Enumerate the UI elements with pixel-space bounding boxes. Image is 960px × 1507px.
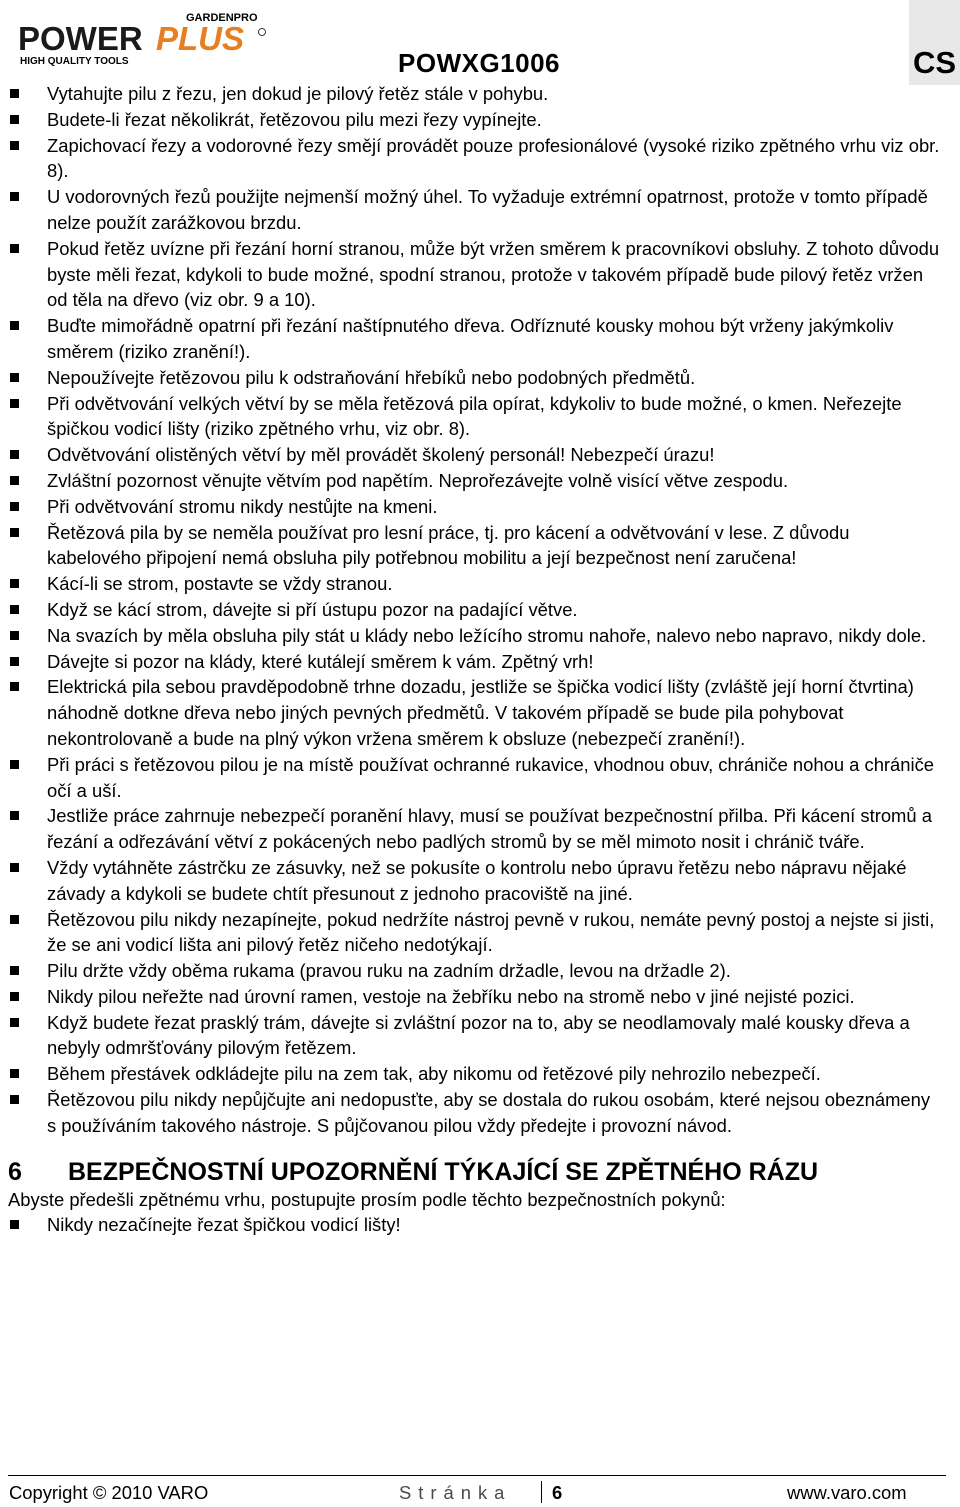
square-bullet-icon (10, 760, 19, 769)
list-item-text: Odvětvování olistěných větví by měl provádět školený personál! Nebezpečí úrazu! (47, 444, 715, 466)
list-item-text: Pokud řetěz uvízne při řezání horní stranou, může být vržen směrem k pracovníkovi obsluhy. Z tohoto důvodu byste měli řezat, kdykoli to bude možné, spodní stranou, protože v takovém případě bude pilový řetěz vržen od těla na dřevo (viz obr. 9 a 10). (47, 237, 940, 311)
list-item-text: Nepoužívejte řetězovou pilu k odstraňování hřebíků nebo podobných předmětů. (47, 366, 696, 388)
square-bullet-icon (10, 579, 19, 588)
footer-page-label: Stránka (399, 1482, 512, 1503)
footer-copyright: Copyright © 2010 VARO (9, 1482, 209, 1503)
list-item-text: Jestliže práce zahrnuje nebezpečí poranění hlavy, musí se používat bezpečnostní přilba. Při kácení stromů a řezání a odřezávání větví z pokácených nebo padlých stromů by se měl mimoto nosit i chránič tváře. (47, 805, 932, 853)
logo-tagline: HIGH QUALITY TOOLS (20, 56, 129, 67)
list-item (0, 907, 960, 959)
list-item (0, 597, 960, 623)
square-bullet-icon (10, 1069, 19, 1078)
square-bullet-icon (10, 399, 19, 408)
square-bullet-icon (10, 605, 19, 614)
kickback-bullet-list (0, 1212, 960, 1238)
list-item-text: Během přestávek odkládejte pilu na zem tak, aby nikomu od řetězové pily nehrozilo nebezpečí. (47, 1063, 821, 1085)
list-item (0, 803, 960, 855)
language-code: CS (912, 45, 957, 80)
square-bullet-icon (10, 89, 19, 98)
list-item-text: Na svazích by měla obsluha pily stát u klády nebo ležícího stromu nahoře, nalevo nebo napravo, nikdy dole. (47, 624, 927, 646)
square-bullet-icon (10, 115, 19, 124)
list-item-text: Pilu držte vždy oběma rukama (pravou ruku na zadním držadle, levou na držadle 2). (47, 960, 731, 982)
powerplus-logo (18, 8, 268, 68)
list-item (0, 1010, 960, 1062)
section-number: 6 (8, 1157, 22, 1186)
list-item (0, 81, 960, 107)
footer-rule (8, 1475, 946, 1476)
section-intro: Abyste předešli zpětnému vrhu, postupujte prosím podle těchto bezpečnostních pokynů: (8, 1188, 726, 1210)
list-item (0, 107, 960, 133)
square-bullet-icon (10, 657, 19, 666)
list-item-text: Nikdy pilou neřežte nad úrovní ramen, vestoje na žebříku nebo na stromě nebo v jiné nejisté pozici. (47, 985, 855, 1007)
square-bullet-icon (10, 1095, 19, 1104)
section-title: BEZPEČNOSTNÍ UPOZORNĚNÍ TÝKAJÍCÍ SE ZPĚTNÉHO RÁZU (68, 1157, 819, 1186)
list-item (0, 571, 960, 597)
list-item-text: Vždy vytáhněte zástrčku ze zásuvky, než se pokusíte o kontrolu nebo úpravu řetězu nebo nápravu nějaké závady a kdykoli se budete chtít přesunout z jednoho pracoviště na jiné. (47, 856, 907, 904)
square-bullet-icon (10, 1018, 19, 1027)
list-item-text: Kácí-li se strom, postavte se vždy stranou. (47, 573, 393, 595)
list-item-text: Vytahujte pilu z řezu, jen dokud je pilový řetěz stále v pohybu. (47, 83, 549, 104)
list-item (0, 958, 960, 984)
square-bullet-icon (10, 915, 19, 924)
logo-power: POWER (18, 20, 143, 57)
language-tab (909, 0, 960, 85)
page-content (0, 81, 960, 1238)
list-item-text: Dávejte si pozor na klády, které kutálejí směrem k vám. Zpětný vrh! (47, 650, 594, 672)
safety-bullet-list (0, 81, 960, 1139)
square-bullet-icon (10, 631, 19, 640)
list-item (0, 313, 960, 365)
square-bullet-icon (10, 321, 19, 330)
list-item-text: Buďte mimořádně opatrní při řezání naštípnutého dřeva. Odříznuté kousky mohou být vrženy jakýmkoliv směrem (riziko zranění!). (47, 315, 894, 362)
list-item-text: Nikdy nezačínejte řezat špičkou vodicí lišty! (47, 1214, 401, 1236)
list-item (0, 520, 960, 572)
list-item (0, 649, 960, 675)
list-item (0, 133, 960, 185)
page-header (0, 0, 960, 84)
list-item-text: Elektrická pila sebou pravděpodobně trhne dozadu, jestliže se špička vodicí lišty (zvláště její horní čtvrtina) náhodně dotkne dřeva nebo jiných pevných předmětů. V takovém případě se bude pila pohybovat nekontrolovaně a bude na plný výkon vržena směrem k obsluze (nebezpečí zranění!). (47, 676, 914, 749)
square-bullet-icon (10, 192, 19, 201)
list-item-text: Zvláštní pozornost věnujte větvím pod napětím. Neprořezávejte volně visící větve zespodu. (47, 469, 789, 491)
list-item (0, 1061, 960, 1087)
square-bullet-icon (10, 966, 19, 975)
list-item-text: U vodorovných řezů použijte nejmenší možný úhel. To vyžaduje extrémní opatrnost, protože v tomto případě nelze použít zarážkovou brzdu. (47, 186, 928, 233)
square-bullet-icon (10, 682, 19, 691)
page-footer (0, 1475, 960, 1507)
square-bullet-icon (10, 244, 19, 253)
list-item-text: Řetězová pila by se neměla používat pro lesní práce, tj. pro kácení a odvětvování v lese. Z důvodu kabelového připojení nemá obsluha pily potřebnou mobilitu a její bezpečnost není zaručena! (47, 521, 850, 569)
list-item (0, 752, 960, 804)
list-item (0, 184, 960, 236)
model-number: POWXG1006 (398, 48, 561, 78)
list-item (0, 365, 960, 391)
square-bullet-icon (10, 811, 19, 820)
square-bullet-icon (10, 476, 19, 485)
list-item (0, 236, 960, 313)
square-bullet-icon (10, 373, 19, 382)
square-bullet-icon (10, 528, 19, 537)
square-bullet-icon (10, 992, 19, 1001)
section-heading (0, 1157, 960, 1187)
logo-plus: PLUS (156, 20, 245, 57)
square-bullet-icon (10, 1220, 19, 1229)
list-item-text: Budete-li řezat několikrát, řetězovou pilu mezi řezy vypínejte. (47, 108, 542, 130)
list-item-text: Řetězovou pilu nikdy nezapínejte, pokud nedržíte nástroj pevně v rukou, nemáte pevný postoj a nejste si jisti, že se ani vodicí lišta ani pilový řetěz ničeho nedotýkají. (47, 908, 935, 956)
list-item (0, 674, 960, 751)
list-item (0, 442, 960, 468)
list-item-text: Při odvětvování velkých větví by se měla řetězová pila opírat, kdykoliv to bude možné, o kmen. Neřezejte špičkou vodicí lišty (riziko zpětného vrhu, viz obr. 8). (47, 392, 902, 440)
list-item (0, 391, 960, 443)
list-item (0, 984, 960, 1010)
square-bullet-icon (10, 450, 19, 459)
list-item (0, 494, 960, 520)
list-item-text: Když se kácí strom, dávejte si pří ústupu pozor na padající větve. (47, 598, 578, 620)
list-item (0, 1212, 960, 1238)
footer-page-number: 6 (552, 1482, 563, 1503)
list-item (0, 855, 960, 907)
list-item-text: Při odvětvování stromu nikdy nestůjte na kmeni. (47, 495, 438, 517)
list-item-text: Řetězovou pilu nikdy nepůjčujte ani nedopusťte, aby se dostala do rukou osobám, které nejsou obeznámeny s používáním takového nástroje. S půjčovanou pilou vždy předejte i provozní návod. (47, 1089, 931, 1136)
square-bullet-icon (10, 141, 19, 150)
footer-url: www.varo.com (787, 1482, 907, 1503)
footer-separator (541, 1481, 542, 1503)
list-item (0, 1087, 960, 1139)
list-item-text: Při práci s řetězovou pilou je na místě používat ochranné rukavice, vhodnou obuv, chrániče nohou a chrániče očí a uší. (47, 753, 935, 801)
list-item (0, 468, 960, 494)
logo-gardenpro: GARDENPRO (186, 12, 258, 24)
square-bullet-icon (10, 502, 19, 511)
list-item-text: Když budete řezat prasklý trám, dávejte si zvláštní pozor na to, aby se neodlamovaly malé kousky dřeva a nebyly odmršťovány pilovým řetězem. (47, 1011, 910, 1059)
square-bullet-icon (10, 863, 19, 872)
list-item-text: Zapichovací řezy a vodorovné řezy smějí provádět pouze profesionálové (vysoké riziko zpětného vrhu viz obr. 8). (47, 134, 940, 182)
list-item (0, 623, 960, 649)
